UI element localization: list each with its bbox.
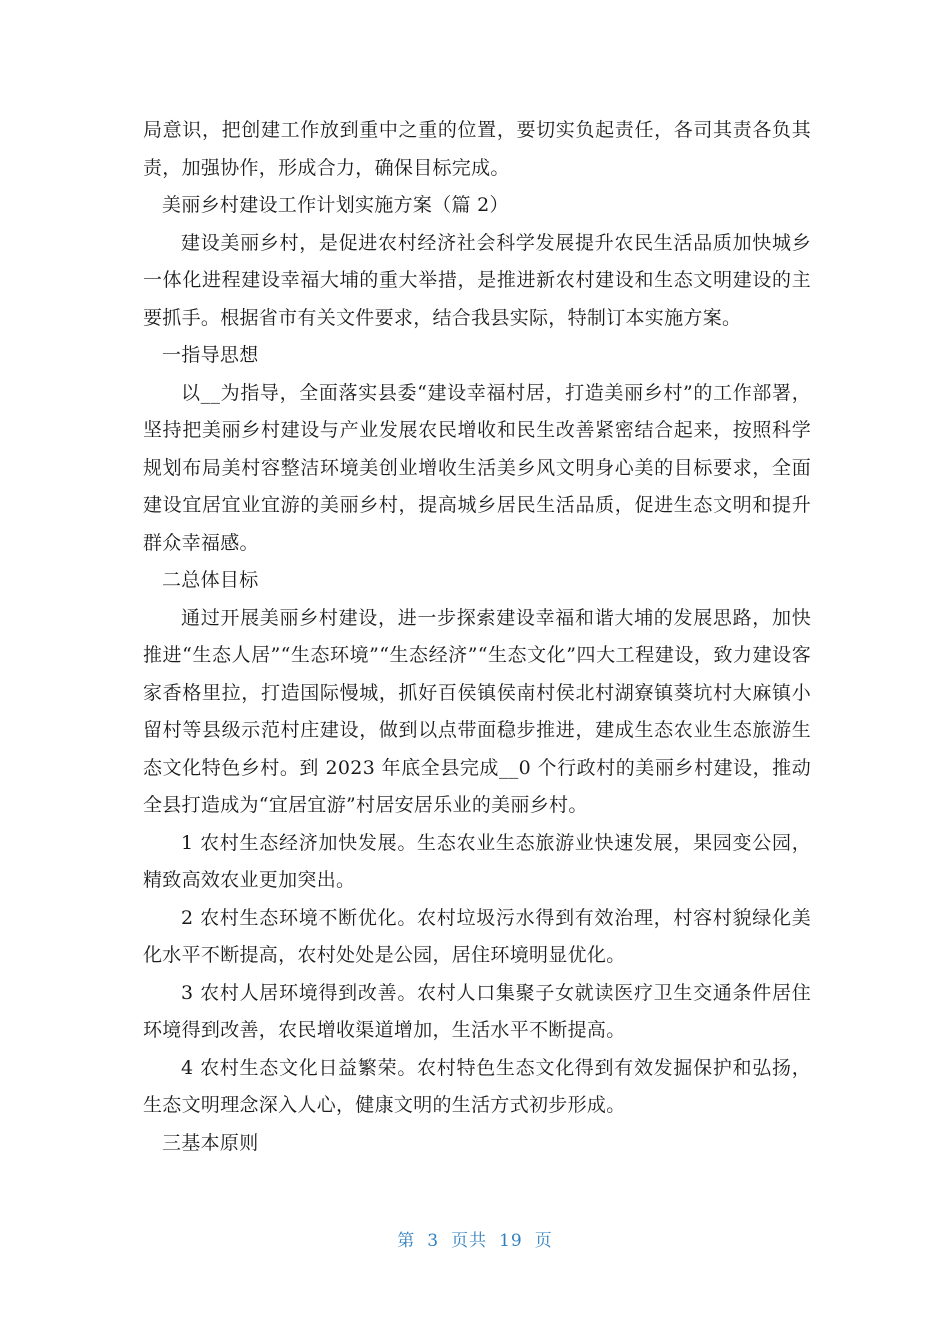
section-heading: 美丽乡村建设工作计划实施方案（篇 2）: [162, 194, 509, 216]
document-body: [143, 112, 811, 1162]
total-pages-number: 19: [499, 1231, 523, 1251]
paragraph: 建设美丽乡村，是促进农村经济社会科学发展提升农民生活品质加快城乡一体化进程建设幸福大埔的重大举措，是推进新农村建设和生态文明建设的主要抓手。根据省市有关文件要求，结合我县实际，特制订本实施方案。: [143, 231, 811, 329]
paragraph: 局意识，把创建工作放到重中之重的位置，要切实负起责任，各司其责各负其责，加强协作，形成合力，确保目标完成。: [143, 119, 811, 179]
list-item: 4 农村生态文化日益繁荣。农村特色生态文化得到有效发掘保护和弘扬，生态文明理念深入人心，健康文明的生活方式初步形成。: [143, 1056, 811, 1116]
section-heading: 三基本原则: [162, 1131, 259, 1154]
footer-suffix: 页: [534, 1231, 553, 1251]
section-heading: 二总体目标: [162, 569, 259, 591]
list-item: 1 农村生态经济加快发展。生态农业生态旅游业快速发展，果园变公园，精致高效农业更加突出。: [143, 831, 811, 891]
list-item: 2 农村生态环境不断优化。农村垃圾污水得到有效治理，村容村貌绿化美化水平不断提高，农村处处是公园，居住环境明显优化。: [143, 906, 811, 966]
list-item: 3 农村人居环境得到改善。农村人口集聚子女就读医疗卫生交通条件居住环境得到改善，农民增收渠道增加，生活水平不断提高。: [143, 981, 811, 1041]
page-footer: [0, 1226, 950, 1251]
current-page-number: 3: [427, 1231, 440, 1251]
footer-middle: 页共: [451, 1231, 488, 1251]
footer-prefix: 第: [397, 1231, 416, 1251]
section-heading: 一指导思想: [162, 344, 259, 366]
paragraph: 以__为指导，全面落实县委“建设幸福村居，打造美丽乡村”的工作部署，坚持把美丽乡村建设与产业发展农民增收和民生改善紧密结合起来，按照科学规划布局美村容整洁环境美创业增收生活美乡风文明身心美的目标要求，全面建设宜居宜业宜游的美丽乡村，提高城乡居民生活品质，促进生态文明和提升群众幸福感。: [143, 381, 811, 554]
paragraph: 通过开展美丽乡村建设，进一步探索建设幸福和谐大埔的发展思路，加快推进“生态人居”“生态环境”“生态经济”“生态文化”四大工程建设，致力建设客家香格里拉，打造国际慢城，抓好百侯镇侯南村侯北村湖寮镇葵坑村大麻镇小留村等县级示范村庄建设，做到以点带面稳步推进，建成生态农业生态旅游生态文化特色乡村。到 2023 年底全县完成__0 个行政村的美丽乡村建设，推动全县打造成为“宜居宜游”村居安居乐业的美丽乡村。: [143, 606, 811, 816]
